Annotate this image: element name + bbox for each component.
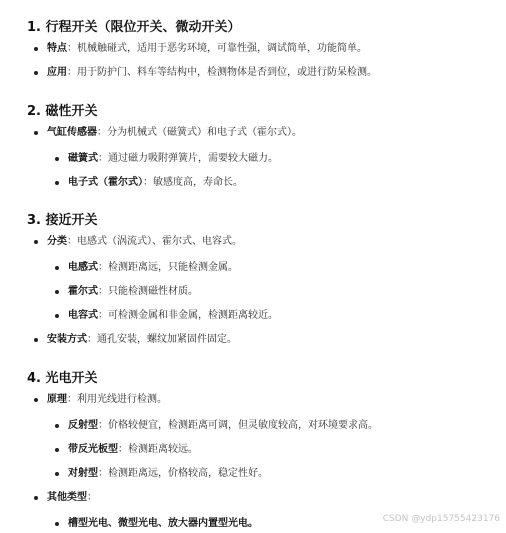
item-label: 磁簧式 — [68, 153, 98, 164]
section-title-travel-switch: 1. 行程开关（限位开关、微动开关） — [27, 20, 241, 35]
bullet-icon — [34, 71, 38, 75]
list-item — [68, 517, 258, 531]
bullet-icon — [34, 240, 38, 244]
list-item — [68, 467, 268, 481]
list-item — [68, 309, 278, 323]
bullet-icon — [34, 398, 38, 402]
bullet-icon — [34, 496, 38, 500]
section-title-photoelectric-switch: 4. 光电开关 — [27, 371, 98, 386]
item-text: 通过磁力吸附弹簧片，需要较大磁力。 — [108, 153, 278, 164]
csdn-watermark: CSDN @ydp15755423176 — [382, 514, 500, 524]
list-item — [47, 393, 167, 407]
item-separator: ： — [98, 262, 108, 273]
item-label: 电容式 — [68, 310, 98, 321]
item-label: 电感式 — [68, 262, 98, 273]
item-label: 反射型 — [68, 420, 98, 431]
list-item — [47, 66, 377, 80]
item-label: 对射型 — [68, 468, 98, 479]
item-text: 价格较便宜，检测距离可调，但灵敏度较高，对环境要求高。 — [108, 420, 378, 431]
list-item — [68, 176, 243, 190]
bullet-icon — [55, 448, 59, 452]
bullet-icon — [34, 131, 38, 135]
item-text: 电感式（涡流式）、霍尔式、电容式。 — [77, 236, 242, 247]
bullet-icon — [55, 157, 59, 161]
item-text: 利用光线进行检测。 — [77, 394, 167, 405]
item-separator: ： — [98, 468, 108, 479]
bullet-icon — [55, 424, 59, 428]
section-title-magnetic-switch: 2. 磁性开关 — [27, 104, 98, 119]
item-text: 检测距离远，只能检测金属。 — [108, 262, 238, 273]
item-label: 电子式（霍尔式） — [68, 177, 143, 188]
item-separator: ： — [67, 67, 77, 78]
item-separator: ： — [98, 310, 108, 321]
item-separator: ： — [143, 177, 153, 188]
item-text: 通孔安装，螺纹加紧固件固定。 — [97, 334, 237, 345]
item-label: 槽型光电、微型光电、放大器内置型光电。 — [68, 518, 258, 529]
list-item — [47, 333, 237, 347]
item-separator: ： — [67, 394, 77, 405]
item-text: 可检测金属和非金属，检测距离较近。 — [108, 310, 278, 321]
bullet-icon — [55, 181, 59, 185]
item-text: 检测距离较远。 — [128, 444, 198, 455]
item-separator: ： — [87, 334, 97, 345]
bullet-icon — [55, 290, 59, 294]
item-separator: ： — [98, 153, 108, 164]
bullet-icon — [55, 266, 59, 270]
item-label: 分类 — [47, 236, 67, 247]
item-label: 原理 — [47, 394, 67, 405]
item-separator: ： — [87, 492, 97, 503]
list-item — [47, 235, 242, 249]
item-text: 敏感度高，寿命长。 — [153, 177, 243, 188]
item-separator: ： — [97, 127, 107, 138]
item-separator: ： — [98, 286, 108, 297]
item-separator: ： — [98, 420, 108, 431]
item-label: 安装方式 — [47, 334, 87, 345]
item-label: 应用 — [47, 67, 67, 78]
list-item — [47, 491, 97, 505]
bullet-icon — [55, 314, 59, 318]
item-label: 霍尔式 — [68, 286, 98, 297]
item-text: 只能检测磁性材质。 — [108, 286, 198, 297]
item-label: 其他类型 — [47, 492, 87, 503]
list-item — [68, 261, 238, 275]
bullet-icon — [55, 472, 59, 476]
item-text: 用于防护门、料车等结构中，检测物体是否到位，或进行防呆检测。 — [77, 67, 377, 78]
item-label: 气缸传感器 — [47, 127, 97, 138]
section-title-proximity-switch: 3. 接近开关 — [27, 213, 98, 228]
item-separator: ： — [118, 444, 128, 455]
item-label: 带反光板型 — [68, 444, 118, 455]
item-separator: ： — [67, 236, 77, 247]
list-item — [68, 152, 278, 166]
bullet-icon — [34, 338, 38, 342]
item-label: 特点 — [47, 43, 67, 54]
item-text: 检测距离远，价格较高，稳定性好。 — [108, 468, 268, 479]
bullet-icon — [55, 522, 59, 526]
list-item — [68, 419, 378, 433]
item-text: 机械触碰式，适用于恶劣环境，可靠性强，调试简单，功能简单。 — [77, 43, 367, 54]
bullet-icon — [34, 47, 38, 51]
item-text: 分为机械式（磁簧式）和电子式（霍尔式）。 — [107, 127, 302, 138]
list-item — [68, 443, 198, 457]
item-separator: ： — [67, 43, 77, 54]
list-item — [47, 126, 302, 140]
list-item — [47, 42, 367, 56]
list-item — [68, 285, 198, 299]
